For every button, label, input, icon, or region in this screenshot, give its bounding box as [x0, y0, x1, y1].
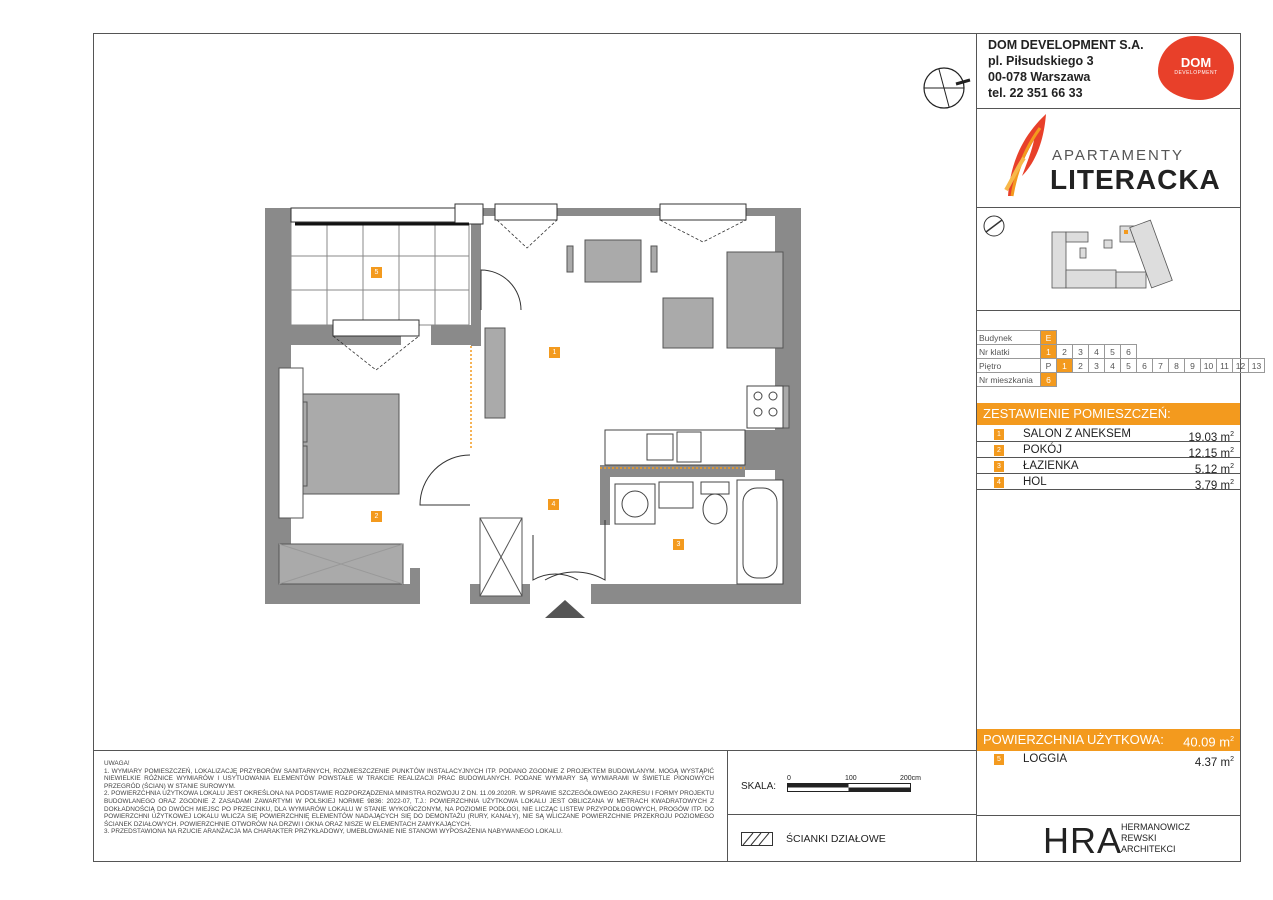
location-grid-row — [977, 373, 1265, 387]
location-grid-row — [977, 345, 1265, 359]
header-divider-2 — [976, 207, 1241, 208]
plan-label-3: 3 — [673, 539, 684, 550]
scale-bar — [787, 783, 911, 793]
location-grid-cell: 13 — [1249, 359, 1265, 373]
room-row — [977, 459, 1240, 474]
floor-plan — [255, 200, 815, 625]
location-grid-cell: E — [1041, 331, 1057, 345]
partition-wall-legend-icon — [741, 832, 773, 846]
scale-tick-200: 200cm — [900, 775, 922, 782]
room-row — [977, 443, 1240, 458]
location-grid-label: Nr mieszkania — [977, 373, 1041, 387]
brand-title: LITERACKA — [1050, 164, 1221, 195]
location-grid-cell: 4 — [1089, 345, 1105, 359]
company-city: 00-078 Warszawa — [988, 70, 1091, 84]
room-area: 12.15 $m^2$ — [1188, 447, 1234, 460]
entrance-marker-icon — [545, 600, 585, 618]
scale-tick-0: 0 — [787, 775, 791, 782]
room-name: SALON Z ANEKSEM — [1023, 428, 1132, 440]
room-area: 5.12 $m^2$ — [1194, 463, 1234, 476]
usable-area-bar — [977, 729, 1240, 751]
note-2: 2. POWIERZCHNIA UŻYTKOWA LOKALU JEST OKREŚLONA NA PODSTAWIE ROZPORZĄDZENIA MINISTRA ROZWOJU Z DN. 11.09.2020R. W SPRAWIE SZCZEGÓŁOWEGO ZAKRESU I FORMY PROJEKTU BUDOWLANEGO ORAZ ZGODNIE Z ZASADAMI ZAWARTYMI W POLSKIEJ NORMIE 9836: 2022-07, T.J.: POWIERZCHNIA UŻYTKOWA LOKALU JEST OBLICZANA W METRACH KWADRATOWYCH Z DOKŁADNOŚCIĄ DO DWÓCH MIEJSC PO PRZECINKU, DLA WYMIARÓW LOKALU W STANIE WYKOŃCZONYM, NA POZIOMIE PODŁOGI, NIE LICZĄC LISTEW PRZYPODŁOGOWYCH, PROGÓW ITP. DO POWIERZCHNI UŻYTKOWEJ LOKALU WLICZA SIĘ POWIERZCHNIĘ ELEMENTÓW NADAJĄCYCH SIĘ DO DEMONTAŻU (RURY, KANAŁY), NIE SĄ WLICZANE POWIERZCHNIE PRZEKROJU POZIOMEGO ŚCIANEK DZIAŁOWYCH. POWIERZCHNIE OTWORÓW NA DRZWI I OKNA ORAZ NISZE W ELEMENTACH ZAMYKAJĄCYCH. — [104, 790, 714, 828]
north-arrow-icon — [920, 64, 972, 114]
usable-area-label: POWIERZCHNIA UŻYTKOWA: — [983, 732, 1164, 747]
plan-label-2: 2 — [371, 511, 382, 522]
scale-label: SKALA: — [741, 781, 777, 792]
location-grid-row — [977, 359, 1265, 373]
location-grid-cell: 5 — [1121, 359, 1137, 373]
room-name: ŁAZIENKA — [1023, 460, 1079, 472]
location-grid-cell: P — [1041, 359, 1057, 373]
architect-name: HERMANOWICZ REWSKI ARCHITEKCI — [1121, 822, 1190, 854]
room-name: HOL — [1023, 476, 1047, 488]
loggia-row — [977, 752, 1240, 767]
location-grid-cell: 4 — [1105, 359, 1121, 373]
location-grid-cell: 7 — [1153, 359, 1169, 373]
logo-subtext: DEVELOPMENT — [1174, 70, 1218, 76]
location-grid-row — [977, 331, 1265, 345]
feather-logo-icon — [1000, 110, 1052, 200]
location-grid-cell: 3 — [1073, 345, 1089, 359]
footer-scale-legend-divider — [727, 814, 976, 815]
plan-label-4: 4 — [548, 499, 559, 510]
legend-label: ŚCIANKI DZIAŁOWE — [786, 833, 886, 845]
location-grid-label: Budynek — [977, 331, 1041, 345]
logo-text: DOM — [1180, 55, 1212, 70]
location-grid-cell: 6 — [1041, 373, 1057, 387]
scale-tick-100: 100 — [845, 775, 857, 782]
company-phone: tel. 22 351 66 33 — [988, 86, 1083, 100]
location-grid-cell: 12 — [1233, 359, 1249, 373]
loggia-area: 4.37 $m^2$ — [1194, 756, 1234, 769]
header-divider-1 — [976, 108, 1241, 109]
room-area: 3.79 $m^2$ — [1194, 479, 1234, 492]
location-grid-cell: 8 — [1169, 359, 1185, 373]
plan-label-5: 5 — [371, 267, 382, 278]
location-grid-cell: 3 — [1089, 359, 1105, 373]
location-grid-label: Piętro — [977, 359, 1041, 373]
loggia-name: LOGGIA — [1023, 753, 1068, 765]
footer-divider — [93, 750, 976, 751]
location-grid-cell: 5 — [1105, 345, 1121, 359]
loggia-number: 5 — [994, 754, 1004, 765]
location-grid-cell: 2 — [1057, 345, 1073, 359]
location-grid-cell: 6 — [1137, 359, 1153, 373]
header-divider-3 — [976, 310, 1241, 311]
location-grid-cell: 6 — [1121, 345, 1137, 359]
notes-title: UWAGA! — [104, 760, 130, 767]
brand-subtitle: APARTAMENTY — [1052, 147, 1185, 164]
location-grid-cell: 2 — [1073, 359, 1089, 373]
room-row — [977, 475, 1240, 490]
notes-block — [104, 760, 714, 836]
room-name: POKÓJ — [1023, 444, 1062, 456]
location-grid-cell: 10 — [1201, 359, 1217, 373]
usable-area-value: 40.09 $m^2$ — [1183, 734, 1234, 750]
loggia-divider — [976, 815, 1241, 816]
location-grid-cell: 11 — [1217, 359, 1233, 373]
room-row — [977, 427, 1240, 442]
architect-logo: HRA — [1043, 820, 1123, 861]
room-area: 19.03 $m^2$ — [1188, 431, 1234, 444]
plan-label-1: 1 — [549, 347, 560, 358]
footer-scale-divider — [727, 750, 728, 862]
location-grid-cell: 1 — [1057, 359, 1073, 373]
room-number: 3 — [994, 461, 1004, 472]
site-plan-thumbnail — [980, 212, 1238, 308]
location-grid-label: Nr klatki — [977, 345, 1041, 359]
room-number: 1 — [994, 429, 1004, 440]
note-1: 1. WYMIARY POMIESZCZEŃ, LOKALIZACJĘ PRZYBORÓW SANITARNYCH, ROZMIESZCZENIE PUNKTÓW INSTALACYJNYCH ITP. PODANO ZGODNIE Z PROJEKTEM BUDOWLANYM. MOGĄ WYSTĄPIĆ NIEWIELKIE RÓŻNICE WYMIARÓW I USYTUOWANIA ELEMENTÓW POWSTAŁE W TRAKCIE REALIZACJI PRAC BUDOWLANYCH. PODANE WYMIARY SĄ WYMIARAMI W ŚWIETLE PIONOWYCH PRZEGRÓD (ŚCIAN) W STANIE SUROWYM. — [104, 767, 714, 790]
company-name: DOM DEVELOPMENT S.A. — [988, 38, 1144, 52]
room-number: 2 — [994, 445, 1004, 456]
location-grid-cell: 9 — [1185, 359, 1201, 373]
company-street: pl. Piłsudskiego 3 — [988, 54, 1094, 68]
rooms-header: ZESTAWIENIE POMIESZCZEŃ: — [977, 403, 1240, 425]
company-info — [988, 37, 1144, 101]
location-grid — [977, 330, 1265, 387]
room-number: 4 — [994, 477, 1004, 488]
location-grid-cell: 1 — [1041, 345, 1057, 359]
note-3: 3. PRZEDSTAWIONA NA RZUCIE ARANŻACJA MA CHARAKTER PRZYKŁADOWY, UMEBLOWANIE NIE STANOWI WYPOSAŻENIA NABYWANEGO LOKALU. — [104, 828, 563, 836]
